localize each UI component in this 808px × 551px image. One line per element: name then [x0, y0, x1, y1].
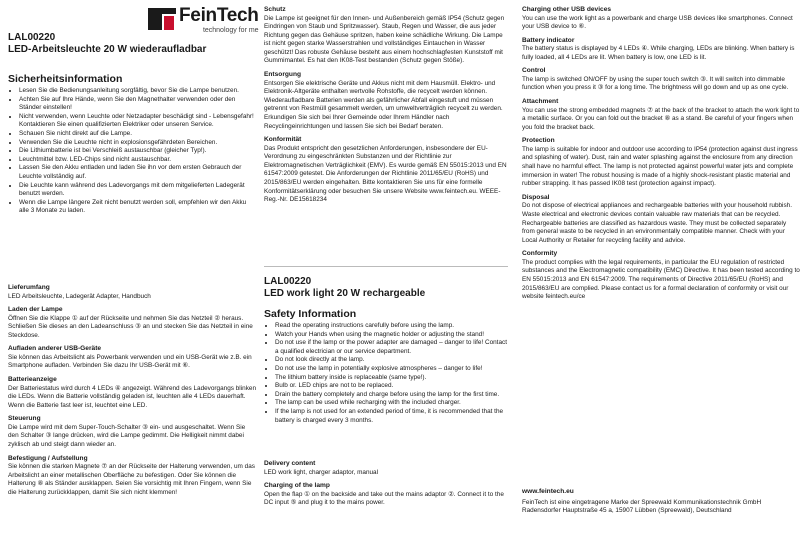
- en-section-protection: [522, 137, 800, 188]
- en-section-control: [522, 67, 800, 93]
- en-section-disposal: [522, 194, 800, 245]
- section-heading: Conformity: [522, 250, 558, 258]
- section-heading: Schutz: [264, 6, 286, 13]
- brand-name: FeinTech: [179, 5, 259, 26]
- list-item: • Nicht verwenden, wenn Leuchte oder Netzadapter beschädigt sind - Lebensgefahr! Kontaktieren Sie einen qualifizierten Elektriker oder unseren Service.: [19, 113, 256, 130]
- section-text: Sie können die starken Magnete ⑦ an der Rückseite der Halterung verwenden, um das Arbeitslicht an einer metallischen Oberfläche zu befestigen. Oder Sie können die Halterung ⑧ als Ständer ausklappen. Seien Sie vorsichtig mit Ihren Fingern, wenn Sie die Halterung zurückklappen, damit Sie sich nicht klemmen!: [8, 463, 255, 496]
- section-text: Das Produkt entspricht den gesetzlichen Anforderungen, insbesondere der EU-Verordnung zu eingeschränkten Substanzen und der Richtlinie zur Elektromagnetischen Verträglichkeit (EMV). Es wurde gemäß EN 55015:2013 und EN 61547:2009 getestet. Die Anforderungen der Richtlinie 2011/65/EU (RoHS) und 2015/863/EU werden eingehalten. Bitte kontaktieren Sie uns für eine formelle Konformitätserklärung oder besuchen Sie unsere Website www.feintech.eu. WEEE-Reg.-Nr. DE15618234: [264, 144, 507, 204]
- list-item: • Do not use if the lamp or the power adapter are damaged – danger to life! Contact a qualified electrician or our service department.: [275, 339, 508, 356]
- section-text: The product complies with the legal requirements, in particular the EU regulation of restricted substances and the Electromagnetic compatibility (EMC) Directive. It has been tested according to EN 55015:2013 and EN 61547:2009. The requirements of Directive 2011/65/EU (RoHS) and 2015/863/EU are complied. Please contact us for a formal declaration of conformity or visit our website feintech.eu/ce: [522, 258, 800, 301]
- footer: [522, 488, 800, 516]
- section-text: The lamp is suitable for indoor and outdoor use according to IP54 (protection against dust ingress and splashing of water). Dust, rain and water splashing against the enclosure from any direction shall have no harmful effect. The lamp is not protected against powerful water jets and complete immersion in water! The robust housing is made of a highly shock-resistant plastic material and rubber strapping. It has passed IK08 test (protection against impact).: [522, 145, 798, 188]
- de-product-title: LED-Arbeitsleuchte 20 W wiederaufladbar: [8, 44, 207, 55]
- de-section-protection: [264, 6, 508, 66]
- section-heading: Battery indicator: [522, 36, 575, 44]
- section-heading: Charging of the lamp: [264, 482, 330, 490]
- en-section-charging: [264, 482, 508, 508]
- section-heading: Protection: [522, 137, 555, 145]
- list-item: • Do not use the lamp in potentially explosive atmospheres – danger to life!: [275, 365, 508, 374]
- list-item: • The lamp can be used while recharging with the included charger.: [275, 399, 508, 408]
- list-item: • If the lamp is not used for an extended period of time, it is recommended that the battery is charged every 3 months.: [275, 408, 508, 425]
- en-sections-col3: [522, 6, 800, 302]
- section-heading: Entsorgung: [264, 71, 301, 79]
- de-title-block: [8, 32, 256, 56]
- list-item: • Verwenden Sie die Leuchte nicht in explosionsgefährdeten Bereichen.: [19, 139, 256, 148]
- list-item: • Do not look directly at the lamp.: [275, 356, 508, 365]
- section-text: Do not dispose of electrical appliances and rechargeable batteries with your household rubbish. Waste electrical and electronic devices contain valuable raw materials that can be recycled. Rechargeable batteries are classified as hazardous waste. They must be collected separately from general waste to be recycled in an environmentally compatible manner. Check with your Local Authority or Retailer for recycling facility and advice.: [522, 202, 792, 244]
- en-safety-list: [264, 322, 508, 425]
- de-sections: [8, 284, 256, 498]
- section-text: Der Batteriestatus wird durch 4 LEDs ④ angezeigt. Während des Ladevorgangs blinken die LEDs. Wenn die Batterie vollständig geladen ist, leuchten alle 4 LEDs dauerhaft. Wenn die Batterie fast leer ist, leuchtet eine LED.: [8, 384, 256, 409]
- en-safety-block: [264, 308, 508, 425]
- de-safety-list: [8, 87, 256, 216]
- de-section-disposal: [264, 71, 508, 131]
- section-heading: Charging other USB devices: [522, 6, 612, 13]
- en-section-usb: [522, 6, 800, 32]
- section-text: Open the flap ① on the backside and take out the mains adaptor ②. Connect it to the DC input ⑤ and plug it to the mains power.: [264, 490, 504, 507]
- section-text: LED Arbeitsleuchte, Ladegerät Adapter, Handbuch: [8, 292, 151, 300]
- section-text: The lamp is switched ON/OFF by using the super touch switch ③. It will switch into dimmable function when you press it ③ for a long time. The brightness will go down and up as one cycle.: [522, 75, 789, 92]
- feintech-logo: [148, 6, 259, 34]
- section-heading: Lieferumfang: [8, 284, 50, 291]
- section-heading: Control: [522, 67, 546, 75]
- section-text: Entsorgen Sie elektrische Geräte und Akkus nicht mit dem Hausmüll. Elektro- und Elektronik-Altgeräte enthalten wertvolle Rohstoffe, die recycelt werden können. Wiederaufladbare Batterien werden als gefährlicher Abfall eingestuft und müssen getrennt von Restmüll gesammelt werden, um umweltverträglich recycelt zu werden. Erkundigen Sie sich bei Ihrer Gemeinde oder Ihrem Händler nach Recyclingeinrichtungen und lassen Sie sich bei Bedarf beraten.: [264, 79, 503, 130]
- list-item: • Lesen Sie die Bedienungsanleitung sorgfältig, bevor Sie die Lampe benutzen.: [19, 87, 256, 96]
- list-item: • The lithium battery inside is replaceable (same type!).: [275, 374, 508, 383]
- column-english-3: [522, 0, 800, 551]
- list-item: • Watch your Hands when using the magnetic holder or adjusting the stand!: [275, 331, 508, 340]
- en-sections: [264, 460, 508, 508]
- de-safety-heading: Sicherheitsinformation: [8, 73, 123, 85]
- list-item: • Die Lithiumbatterie ist bei Verschleiß austauschbar (gleicher Typ!).: [19, 147, 256, 156]
- list-item: • Schauen Sie nicht direkt auf die Lampe.: [19, 130, 256, 139]
- list-item: • Lassen Sie den Akku entladen und laden Sie ihn vor dem ersten Gebrauch der Leuchte vollständig auf.: [19, 164, 256, 181]
- de-section-delivery: [8, 284, 256, 301]
- de-section-charging: [8, 306, 256, 340]
- language-divider: [264, 266, 508, 267]
- en-section-battery: [522, 37, 800, 63]
- list-item: • Die Leuchte kann während des Ladevorgangs mit dem mitgelieferten Ladegerät benutzt werden.: [19, 182, 256, 199]
- section-text: Die Lampe wird mit dem Super-Touch-Schalter ③ ein- und ausgeschaltet. Wenn Sie den Schalter ③ lange drücken, wird die Lampe gedimmt. Die Helligkeit nimmt dabei zyklisch ab und steigt dann wieder an.: [8, 423, 246, 449]
- de-section-usb: [8, 345, 256, 371]
- en-section-delivery: [264, 460, 508, 477]
- section-heading: Disposal: [522, 193, 550, 201]
- section-heading: Konformität: [264, 136, 302, 144]
- footer-website: www.feintech.eu: [522, 488, 574, 495]
- de-section-attachment: [8, 455, 256, 498]
- section-text: Die Lampe ist geeignet für den Innen- und Außenbereich gemäß IP54 (Schutz gegen Eindringen von Staub und Spritzwasser). Staub, Regen und Wasser, die aus jeder Richtung gegen das Gehäuse spritzen, haben keine schädliche Wirkung. Die Lampe ist nicht gegen starke Wasserstrahlen und vollständiges Eintauchen in Wasser geschützt! Das robuste Gehäuse besteht aus einem hochschlagfesten Kunststoff mit Gummimantel. Es hat den IK08-Test bestanden (Schutz gegen Stöße).: [264, 14, 505, 65]
- section-text: You can use the work light as a powerbank and charge USB devices like smartphones. Connect your USB device to ⑥.: [522, 14, 793, 31]
- en-model-number: LAL00220: [264, 276, 312, 287]
- section-heading: Attachment: [522, 98, 559, 106]
- list-item: • Achten Sie auf Ihre Hände, wenn Sie den Magnethalter verwenden oder den Ständer einstellen!: [19, 96, 256, 113]
- list-item: • Wenn die Lampe längere Zeit nicht benutzt werden soll, empfehlen wir den Akku alle 3 Monate zu laden.: [19, 199, 256, 216]
- de-section-conformity: [264, 136, 508, 205]
- section-text: LED work light, charger adaptor, manual: [264, 468, 379, 476]
- de-safety-block: [8, 73, 256, 216]
- column-german-1: [8, 0, 259, 551]
- de-sections-col2: [264, 6, 508, 205]
- section-text: The battery status is displayed by 4 LEDs ④. While charging, LEDs are blinking. When battery is fully loaded, all 4 LEDs are lit. When battery is low, one LED is lit.: [522, 45, 795, 61]
- de-model-number: LAL00220: [8, 32, 56, 43]
- section-text: Öffnen Sie die Klappe ① auf der Rückseite und nehmen Sie das Netzteil ② heraus. Schließen Sie dieses an den Ladeanschluss ③ an und stecken Sie das Netzteil in eine Steckdose.: [8, 314, 253, 339]
- en-title-block: [264, 276, 508, 300]
- list-item: • Leuchtmittel bzw. LED-Chips sind nicht austauschbar.: [19, 156, 256, 165]
- footer-company-text: FeinTech ist eine eingetragene Marke der Spreewald Kommunikationstechnik GmbH Radensdorfer Hauptstraße 45 a, 15907 Lübben (Spreewald), Deutschland: [522, 498, 762, 515]
- section-heading: Delivery content: [264, 460, 316, 467]
- section-text: You can use the strong embedded magnets ⑦ at the back of the bracket to attach the work light to a metallic surface. Or you can fold out the bracket ⑧ as a stand. Be careful of your fingers when you fold the bracket back.: [522, 106, 800, 131]
- list-item: • Read the operating instructions carefully before using the lamp.: [275, 322, 508, 331]
- en-safety-heading: Safety Information: [264, 308, 357, 320]
- brand-tagline: technology for me: [202, 27, 259, 34]
- section-heading: Laden der Lampe: [8, 306, 63, 314]
- list-item: • Bulb or. LED chips are not to be replaced.: [275, 382, 508, 391]
- section-heading: Befestigung / Aufstellung: [8, 454, 88, 462]
- column-german-english-2: [264, 0, 508, 551]
- list-item: • Drain the battery completely and charge before using the lamp for the first time.: [275, 391, 508, 400]
- section-text: Sie können das Arbeitslicht als Powerbank verwenden und ein USB-Gerät wie z.B. ein Smartphone aufladen. Verbinden Sie dazu Ihr USB-Gerät mit ⑥.: [8, 353, 252, 370]
- section-heading: Steuerung: [8, 415, 41, 423]
- feintech-logo-mark-icon: [148, 6, 176, 32]
- section-heading: Batterieanzeige: [8, 376, 57, 384]
- section-heading: Aufladen anderer USB-Geräte: [8, 345, 102, 353]
- en-section-attachment: [522, 98, 800, 132]
- de-section-battery: [8, 376, 256, 410]
- en-section-conformity: [522, 250, 800, 301]
- de-section-control: [8, 415, 256, 449]
- en-product-title: LED work light 20 W rechargeable: [264, 288, 426, 299]
